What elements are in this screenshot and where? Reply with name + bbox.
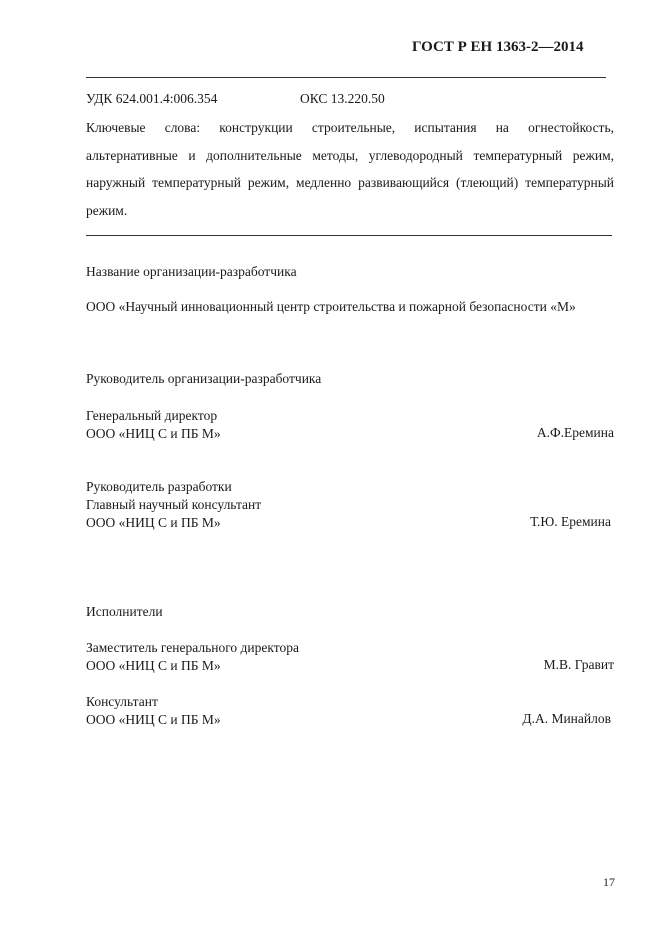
executors-heading: Исполнители [86,604,163,619]
head-section-heading: Руководитель организации-разработчика [86,371,322,386]
executor-position: Консультант [86,694,158,709]
executor-org: ООО «НИЦ С и ПБ М» [86,712,221,727]
executor-person: М.В. Гравит [543,657,614,672]
dev-lead-block [86,478,261,532]
keywords-paragraph: Ключевые слова: конструкции строительные, испытания на огнестойкость, альтернативные и дополнительные методы, углеводородный температурный режим, наружный температурный режим, медленно развивающийся (тлеющий) температурный режим. [86,120,614,218]
executor-block [86,693,221,729]
developer-org-name: ООО «Научный инновационный центр строительства и пожарной безопасности «М» [86,299,576,314]
executor-position: Заместитель генерального директора [86,640,299,655]
executor-person: Д.А. Минайлов [522,711,611,726]
udk-code: УДК 624.001.4:006.354 [86,91,218,106]
head-signature-block [86,407,221,443]
dev-lead-person: Т.Ю. Еремина [530,514,611,529]
executor-org: ООО «НИЦ С и ПБ М» [86,658,221,673]
page-number: 17 [603,875,615,889]
executor-block [86,639,299,675]
developer-org-heading: Название организации-разработчика [86,264,297,279]
header-divider [86,77,606,78]
dev-lead-position: Главный научный консультант [86,497,262,512]
document-code: ГОСТ Р ЕН 1363-2—2014 [412,39,584,55]
oks-code: ОКС 13.220.50 [300,91,385,106]
dev-lead-title: Руководитель разработки [86,479,232,494]
keywords-divider [86,235,612,236]
head-org: ООО «НИЦ С и ПБ М» [86,426,221,441]
head-person: А.Ф.Еремина [536,425,614,440]
head-position: Генеральный директор [86,408,218,423]
dev-lead-org: ООО «НИЦ С и ПБ М» [86,515,221,530]
